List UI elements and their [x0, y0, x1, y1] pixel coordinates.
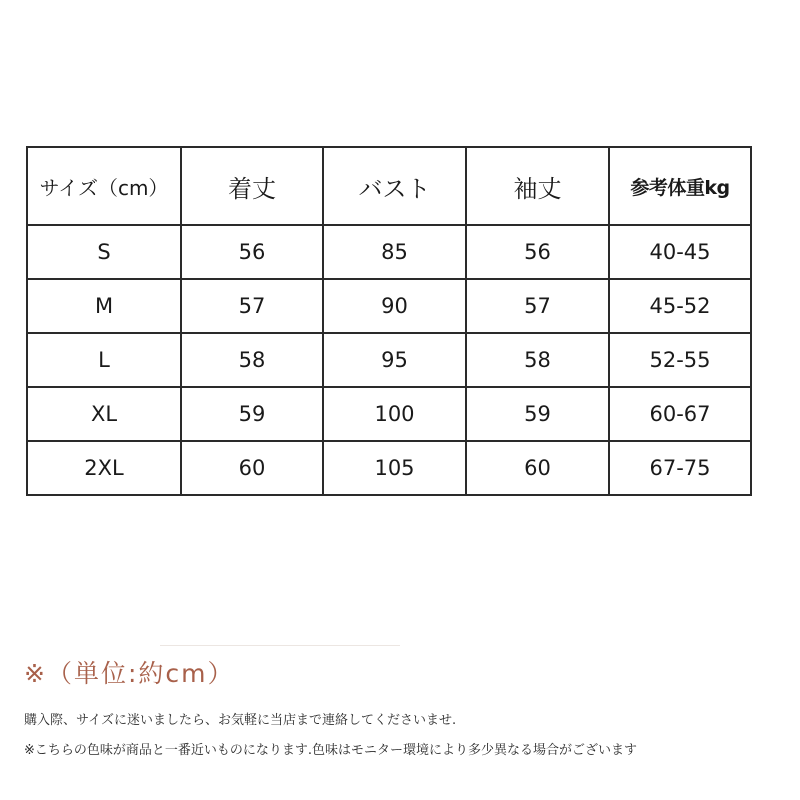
table-row: [27, 225, 751, 279]
cell-weight: 45-52: [609, 279, 751, 333]
header-sleeve: 袖丈: [466, 147, 609, 225]
cell-length: 59: [181, 387, 323, 441]
divider: [160, 645, 400, 646]
cell-bust: 95: [323, 333, 466, 387]
table-row: [27, 333, 751, 387]
table-row: [27, 441, 751, 495]
unit-note: ※（単位:約cm）: [24, 659, 235, 688]
cell-length: 60: [181, 441, 323, 495]
cell-bust: 105: [323, 441, 466, 495]
cell-bust: 85: [323, 225, 466, 279]
header-length: 着丈: [181, 147, 323, 225]
cell-sleeve: 57: [466, 279, 609, 333]
header-row: [27, 147, 751, 225]
header-bust: バスト: [323, 147, 466, 225]
cell-bust: 100: [323, 387, 466, 441]
table-row: [27, 279, 751, 333]
cell-size: S: [27, 225, 181, 279]
cell-sleeve: 60: [466, 441, 609, 495]
cell-length: 56: [181, 225, 323, 279]
cell-sleeve: 56: [466, 225, 609, 279]
cell-weight: 52-55: [609, 333, 751, 387]
size-chart-table: [26, 146, 752, 496]
cell-weight: 60-67: [609, 387, 751, 441]
contact-note: 購入際、サイズに迷いましたら、お気軽に当店まで連絡してくださいませ.: [24, 713, 457, 728]
cell-size: M: [27, 279, 181, 333]
header-size: サイズ（cm）: [27, 147, 181, 225]
cell-bust: 90: [323, 279, 466, 333]
cell-length: 58: [181, 333, 323, 387]
header-weight: 参考体重kg: [609, 147, 751, 225]
table-row: [27, 387, 751, 441]
cell-size: 2XL: [27, 441, 181, 495]
cell-size: XL: [27, 387, 181, 441]
cell-sleeve: 58: [466, 333, 609, 387]
cell-length: 57: [181, 279, 323, 333]
cell-weight: 67-75: [609, 441, 751, 495]
color-note: ※こちらの色味が商品と一番近いものになります.色味はモニター環境により多少異なる場合がございます: [24, 743, 638, 758]
cell-sleeve: 59: [466, 387, 609, 441]
cell-size: L: [27, 333, 181, 387]
cell-weight: 40-45: [609, 225, 751, 279]
